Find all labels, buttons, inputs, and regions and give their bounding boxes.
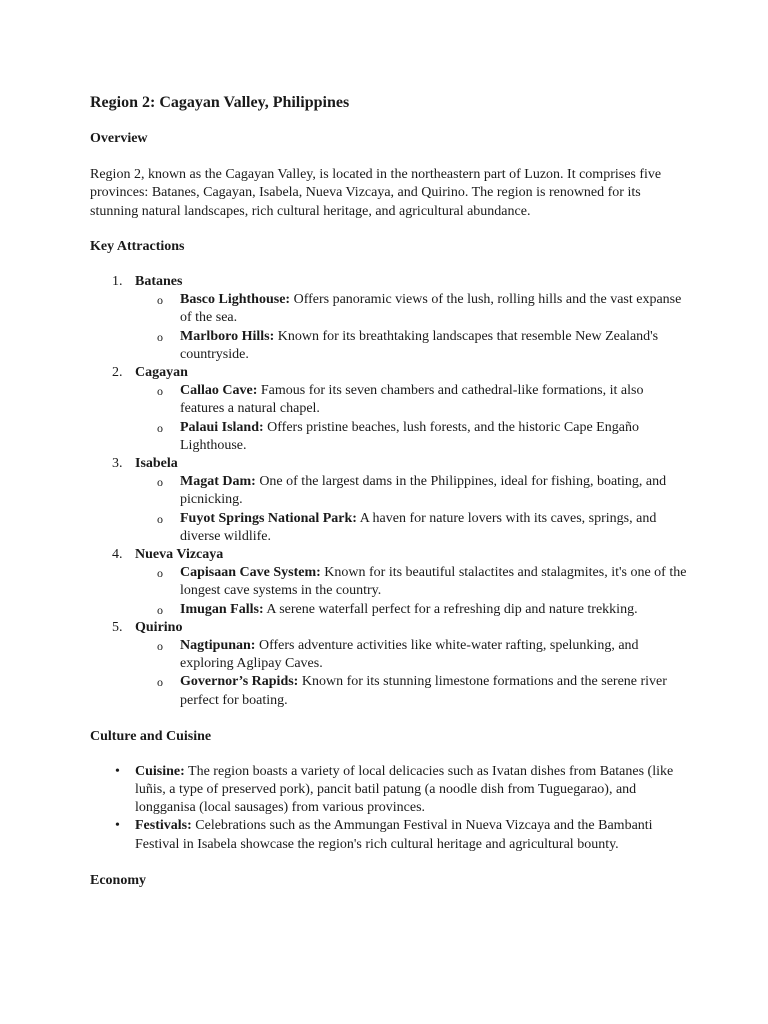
list-number: 3. <box>112 455 123 471</box>
attraction-name: Governor’s Rapids: <box>180 674 299 690</box>
hollow-bullet-icon: o <box>157 675 163 690</box>
province-name: Batanes <box>135 273 183 289</box>
sub-list-item <box>135 510 690 546</box>
attraction-description: A haven for nature lovers with its caves, springs, and diverse wildlife. <box>180 510 657 544</box>
sub-list <box>135 564 690 619</box>
attraction-description: Known for its stunning limestone formations and the serene river perfect for boating. <box>180 674 667 708</box>
document-title: Region 2: Cagayan Valley, Philippines <box>90 94 350 111</box>
attractions-list <box>90 273 690 710</box>
attraction-description: Known for its beautiful stalactites and stalagmites, it's one of the longest cave systems in the country. <box>180 565 687 599</box>
bullet-icon: • <box>115 763 120 779</box>
culture-cuisine-heading: Culture and Cuisine <box>90 728 212 744</box>
attraction-description: Famous for its seven chambers and cathedral-like formations, it also features a natural chapel. <box>180 383 644 417</box>
hollow-bullet-icon: o <box>157 420 163 435</box>
culture-item-name: Cuisine: <box>135 763 185 779</box>
attraction-province <box>90 455 690 546</box>
attraction-province <box>90 546 690 619</box>
sub-list <box>135 473 690 546</box>
province-name: Cagayan <box>135 364 188 380</box>
province-name: Isabela <box>135 455 178 471</box>
sub-list-item <box>135 328 690 364</box>
sub-list-item <box>135 601 690 619</box>
sub-list <box>135 637 690 710</box>
attraction-description: Offers pristine beaches, lush forests, and the historic Cape Engaño Lighthouse. <box>180 419 639 453</box>
attraction-name: Fuyot Springs National Park: <box>180 510 357 526</box>
attraction-province <box>90 273 690 364</box>
attraction-description: One of the largest dams in the Philippines, ideal for fishing, boating, and picnicking. <box>180 474 667 508</box>
province-name: Quirino <box>135 619 183 635</box>
list-number: 4. <box>112 546 123 562</box>
bullet-icon: • <box>115 818 120 834</box>
culture-item-description: Celebrations such as the Ammungan Festival in Nueva Vizcaya and the Bambanti Festival in Isabela showcase the region's rich cultural heritage and agricultural bounty. <box>135 818 653 852</box>
attraction-name: Imugan Falls: <box>180 601 264 617</box>
sub-list-item <box>135 291 690 327</box>
culture-item-name: Festivals: <box>135 818 192 834</box>
attraction-name: Basco Lighthouse: <box>180 292 291 308</box>
attraction-name: Marlboro Hills: <box>180 328 275 344</box>
sub-list <box>135 382 690 455</box>
overview-paragraph: Region 2, known as the Cagayan Valley, is located in the northeastern part of Luzon. It comprises five provinces: Batanes, Cagayan, Isabela, Nueva Vizcaya, and Quirino. The region is renowned for its stunning natural landscapes, rich cultural heritage, and agricultural abundance. <box>90 167 662 219</box>
culture-list-item <box>90 763 690 818</box>
attraction-description: Known for its breathtaking landscapes that resemble New Zealand's countryside. <box>180 328 659 362</box>
sub-list <box>135 291 690 364</box>
sub-list-item <box>135 382 690 418</box>
hollow-bullet-icon: o <box>157 384 163 399</box>
sub-list-item <box>135 637 690 673</box>
sub-list-item <box>135 419 690 455</box>
key-attractions-heading: Key Attractions <box>90 238 185 254</box>
attraction-name: Capisaan Cave System: <box>180 565 321 581</box>
hollow-bullet-icon: o <box>157 602 163 617</box>
attraction-description: Offers panoramic views of the lush, rolling hills and the vast expanse of the sea. <box>180 292 682 326</box>
culture-list-item <box>90 817 690 853</box>
economy-heading: Economy <box>90 872 146 888</box>
hollow-bullet-icon: o <box>157 293 163 308</box>
attraction-description: A serene waterfall perfect for a refreshing dip and nature trekking. <box>263 601 638 617</box>
attraction-description: Offers adventure activities like white-water rafting, spelunking, and exploring Aglipay Caves. <box>180 637 639 672</box>
attraction-name: Callao Cave: <box>180 383 258 399</box>
attraction-province <box>90 364 690 455</box>
sub-list-item <box>135 473 690 509</box>
sub-list-item <box>135 673 690 709</box>
hollow-bullet-icon: o <box>157 511 163 526</box>
sub-list-item <box>135 564 690 600</box>
hollow-bullet-icon: o <box>157 329 163 344</box>
overview-heading: Overview <box>90 131 148 146</box>
attraction-province <box>90 619 690 710</box>
culture-list <box>90 763 690 854</box>
document-page <box>90 92 690 890</box>
list-number: 1. <box>112 273 123 289</box>
attraction-name: Magat Dam: <box>180 474 256 490</box>
attraction-name: Palaui Island: <box>180 419 264 435</box>
hollow-bullet-icon: o <box>157 566 163 581</box>
hollow-bullet-icon: o <box>157 475 163 490</box>
hollow-bullet-icon: o <box>157 638 163 653</box>
culture-item-description: The region boasts a variety of local delicacies such as Ivatan dishes from Batanes (like luñis, a type of preserved pork), pancit batil patung (a noodle dish from Tuguegarao), and longganisa (local sausages) from various provinces. <box>135 763 674 816</box>
list-number: 2. <box>112 364 123 380</box>
province-name: Nueva Vizcaya <box>135 546 224 562</box>
attraction-name: Nagtipunan: <box>180 637 256 653</box>
list-number: 5. <box>112 619 123 635</box>
